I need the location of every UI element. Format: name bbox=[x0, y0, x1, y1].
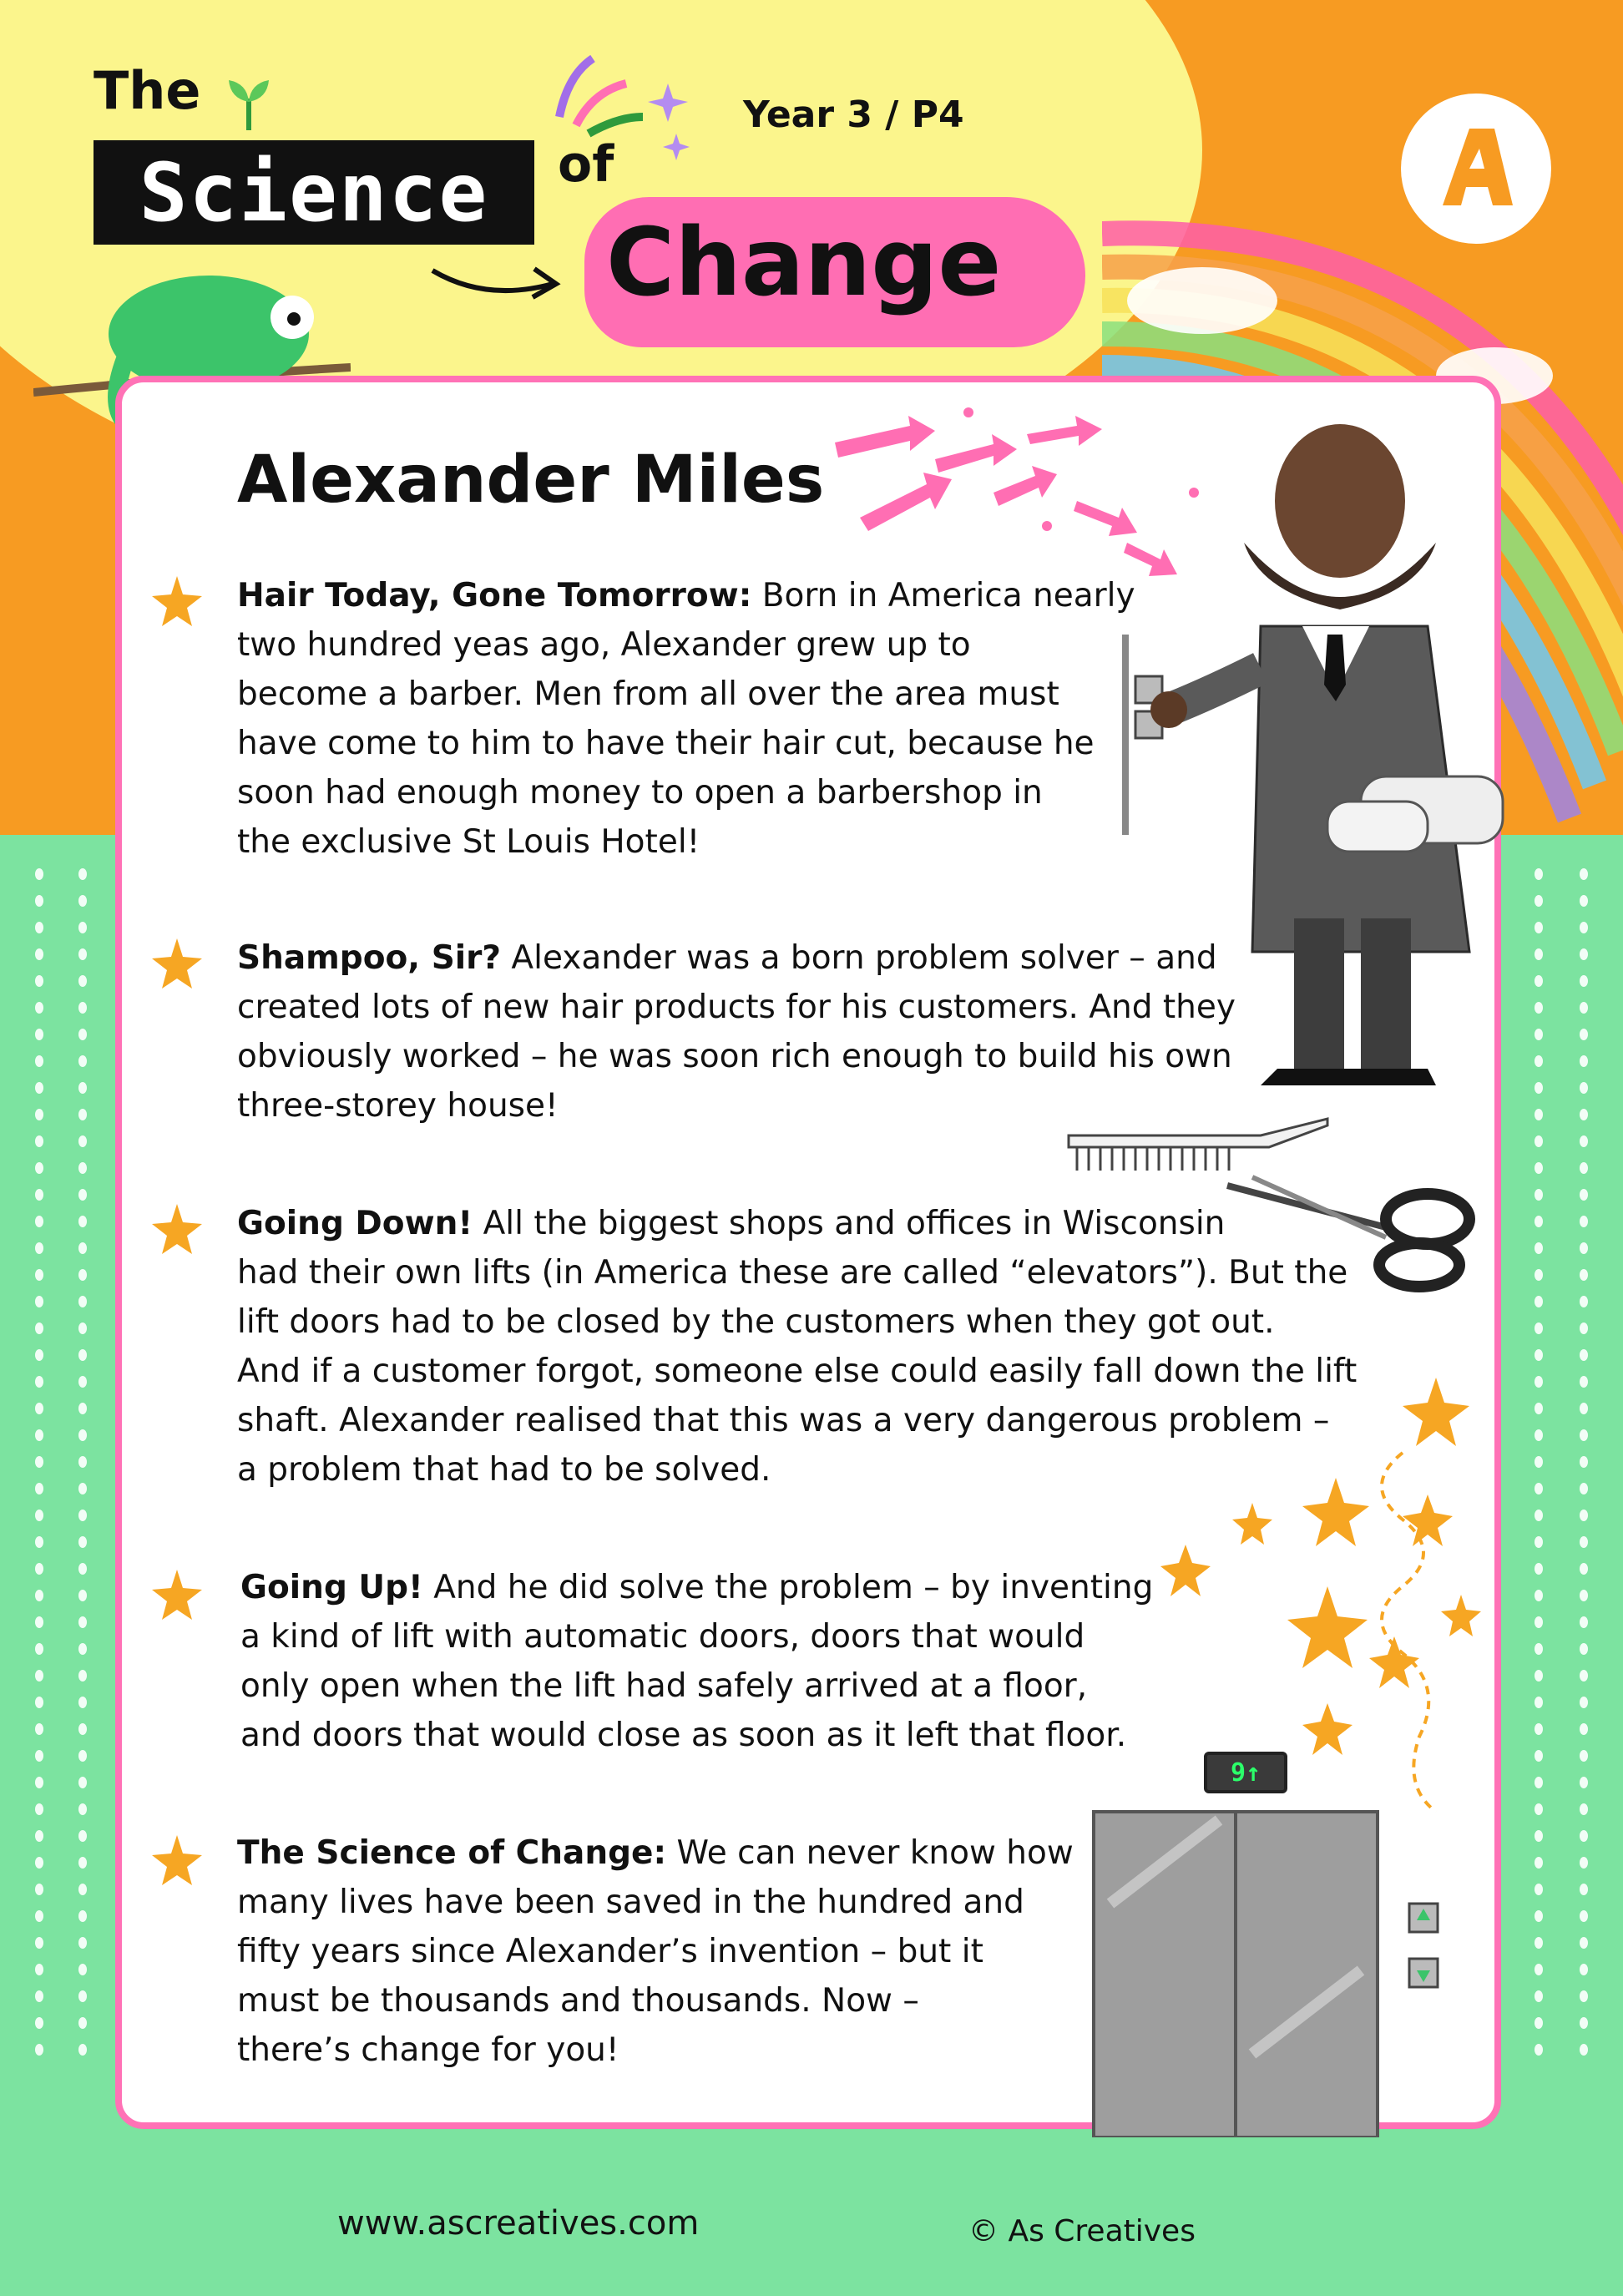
footer-copyright: © As Creatives bbox=[968, 2214, 1196, 2248]
section-line: there’s change for you! bbox=[237, 2031, 619, 2069]
arrow-icon bbox=[427, 250, 569, 309]
elevator-illustration bbox=[1085, 1803, 1461, 2137]
sparkle-icon bbox=[543, 50, 710, 167]
section-line: Going Down! All the biggest shops and offices in Wisconsin bbox=[237, 1205, 1226, 1242]
section-line: Shampoo, Sir? Alexander was a born problem solver – and bbox=[237, 939, 1217, 977]
page-title: Alexander Miles bbox=[237, 443, 825, 518]
section-line: created lots of new hair products for his customers. And they bbox=[237, 989, 1236, 1026]
title-of: of bbox=[558, 135, 614, 194]
as-creatives-logo bbox=[1401, 94, 1551, 244]
star-icon bbox=[150, 574, 204, 628]
footer-website-link[interactable]: www.ascreatives.com bbox=[337, 2204, 700, 2243]
section-heading: Going Down! bbox=[237, 1205, 473, 1242]
section-heading: Hair Today, Gone Tomorrow: bbox=[237, 577, 752, 614]
star-icon bbox=[150, 1202, 204, 1256]
section-line: shaft. Alexander realised that this was a very dangerous problem – bbox=[237, 1402, 1330, 1439]
section-line: three-storey house! bbox=[237, 1087, 559, 1125]
section-line: many lives have been saved in the hundred and bbox=[237, 1884, 1024, 1921]
section-heading: Going Up! bbox=[240, 1569, 423, 1606]
star-icon bbox=[150, 937, 204, 990]
section-line: a kind of lift with automatic doors, doors that would bbox=[240, 1618, 1085, 1656]
section-going-up bbox=[240, 1563, 1153, 1760]
section-line: have come to him to have their hair cut, because he bbox=[237, 725, 1095, 762]
section-line: two hundred yeas ago, Alexander grew up to bbox=[237, 626, 971, 664]
elevator-display-text: 9↑ bbox=[1230, 1757, 1261, 1788]
section-line: a problem that had to be solved. bbox=[237, 1451, 771, 1489]
section-line: only open when the lift had safely arrived at a floor, bbox=[240, 1667, 1088, 1705]
sprout-icon bbox=[224, 73, 274, 132]
section-science-of-change bbox=[237, 1828, 1074, 2075]
section-line: And if a customer forgot, someone else could easily fall down the lift bbox=[237, 1353, 1358, 1390]
bead-decoration bbox=[33, 868, 45, 2104]
year-label: Year 3 / P4 bbox=[743, 94, 964, 136]
bead-decoration bbox=[77, 868, 88, 2104]
section-line: had their own lifts (in America these are called “elevators”). But the bbox=[237, 1254, 1348, 1292]
section-shampoo bbox=[237, 933, 1236, 1130]
section-line: Going Up! And he did solve the problem – by inventing bbox=[240, 1569, 1154, 1606]
section-line: obviously worked – he was soon rich enough to build his own bbox=[237, 1038, 1232, 1075]
section-line: lift doors had to be closed by the customers when they got out. bbox=[237, 1303, 1275, 1341]
section-heading: The Science of Change: bbox=[237, 1834, 667, 1872]
section-heading: Shampoo, Sir? bbox=[237, 939, 502, 977]
title-the: The bbox=[94, 60, 201, 121]
section-line: fifty years since Alexander’s invention – but it bbox=[237, 1933, 983, 1970]
logo-letter-a-icon bbox=[1434, 122, 1518, 214]
section-line: The Science of Change: We can never know how bbox=[237, 1834, 1074, 1872]
section-line: become a barber. Men from all over the area must bbox=[237, 675, 1059, 713]
section-line: and doors that would close as soon as it left that floor. bbox=[240, 1717, 1127, 1754]
section-line: soon had enough money to open a barbershop in bbox=[237, 774, 1043, 812]
section-line: must be thousands and thousands. Now – bbox=[237, 1982, 919, 2020]
section-hair-today bbox=[237, 571, 1135, 867]
section-line: Hair Today, Gone Tomorrow: Born in America nearly bbox=[237, 577, 1135, 614]
star-icon bbox=[150, 1833, 204, 1887]
title-change: Change bbox=[606, 209, 1002, 317]
elevator-display bbox=[1204, 1752, 1287, 1793]
section-going-down bbox=[237, 1199, 1357, 1494]
star-icon bbox=[150, 1568, 204, 1621]
section-line: the exclusive St Louis Hotel! bbox=[237, 823, 700, 861]
title-science: Science bbox=[94, 140, 534, 245]
